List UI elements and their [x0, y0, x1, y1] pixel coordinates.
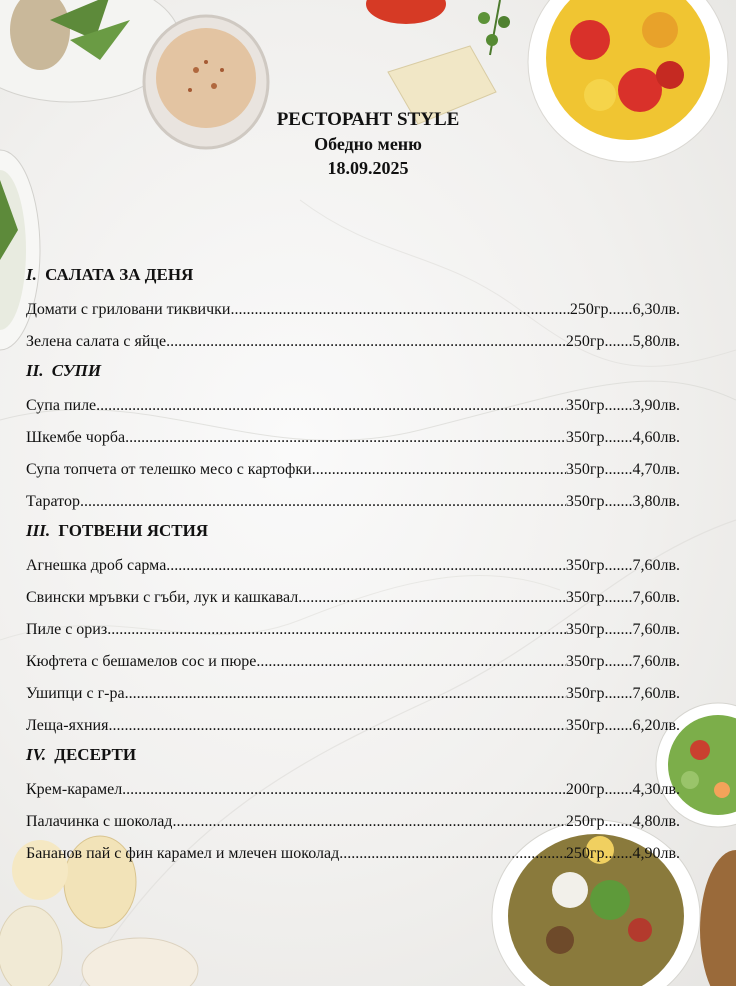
menu-item — [26, 390, 680, 422]
item-price: 7,60лв. — [632, 685, 680, 702]
item-quantity: 250гр — [565, 845, 605, 862]
item-price: 4,70лв. — [632, 461, 680, 478]
menu-section — [26, 262, 680, 358]
item-name: Леща-яхния — [26, 717, 109, 734]
item-quantity: 250гр — [569, 301, 609, 318]
dot-separator: ....... — [604, 653, 633, 670]
section-title — [26, 518, 680, 544]
restaurant-name: РЕСТОРАНТ STYLE — [276, 109, 460, 130]
dot-separator: ....... — [604, 685, 633, 702]
menu-item — [26, 486, 680, 518]
dot-separator: ....... — [604, 397, 633, 414]
section-name: САЛАТА ЗА ДЕНЯ — [45, 265, 194, 284]
menu-section — [26, 518, 680, 742]
item-price: 7,60лв. — [632, 557, 680, 574]
dot-leader — [312, 454, 566, 486]
dot-leader — [172, 806, 565, 838]
item-price: 3,80лв. — [632, 493, 680, 510]
item-price: 4,60лв. — [632, 429, 680, 446]
menu-item — [26, 774, 680, 806]
item-price: 6,30лв. — [632, 301, 680, 318]
item-price: 7,60лв. — [632, 589, 680, 606]
menu-item — [26, 582, 680, 614]
dot-separator: ....... — [604, 557, 633, 574]
item-name: Пиле с ориз — [26, 621, 108, 638]
dot-separator: ....... — [604, 781, 633, 798]
menu-header — [0, 108, 736, 180]
item-quantity: 350гр — [565, 589, 605, 606]
dot-leader — [122, 774, 566, 806]
item-name: Палачинка с шоколад — [26, 813, 173, 830]
section-number: II. — [26, 361, 44, 380]
item-quantity: 350гр — [565, 685, 605, 702]
item-quantity: 350гр — [565, 557, 605, 574]
dot-separator: ....... — [604, 621, 633, 638]
dot-leader — [339, 838, 566, 870]
menu-item — [26, 326, 680, 358]
menu-item — [26, 422, 680, 454]
item-name: Супа топчета от телешко месо с картофки — [26, 461, 312, 478]
dot-leader — [166, 550, 566, 582]
menu-item — [26, 454, 680, 486]
section-name: ДЕСЕРТИ — [54, 745, 137, 764]
menu-item — [26, 646, 680, 678]
item-name: Ушипци с г-ра — [26, 685, 125, 702]
menu-item — [26, 294, 680, 326]
dot-separator: ....... — [604, 813, 633, 830]
dot-leader — [108, 710, 565, 742]
item-price: 6,20лв. — [632, 717, 680, 734]
section-name: СУПИ — [51, 361, 102, 380]
dot-leader — [230, 294, 569, 326]
item-name: Свински мръвки с гъби, лук и кашкавал — [26, 589, 299, 606]
dot-separator: ....... — [604, 845, 633, 862]
item-name: Бананов пай с фин карамел и млечен шоколад — [26, 845, 340, 862]
item-quantity: 350гр — [565, 653, 605, 670]
menu-item — [26, 710, 680, 742]
dot-separator: ....... — [604, 429, 633, 446]
item-price: 3,90лв. — [632, 397, 680, 414]
dot-separator: ....... — [604, 493, 633, 510]
dot-leader — [107, 614, 566, 646]
item-price: 4,80лв. — [632, 813, 680, 830]
item-name: Шкембе чорба — [26, 429, 126, 446]
item-price: 7,60лв. — [632, 621, 680, 638]
section-number: IV. — [26, 745, 47, 764]
item-name: Агнешка дроб сарма — [26, 557, 167, 574]
item-name: Крем-карамел — [26, 781, 123, 798]
dot-separator: ...... — [608, 301, 633, 318]
item-name: Супа пиле — [26, 397, 97, 414]
tomato — [366, 0, 446, 24]
menu-section — [26, 742, 680, 870]
menu-item — [26, 550, 680, 582]
dot-leader — [96, 390, 566, 422]
section-title — [26, 742, 680, 768]
menu-body — [26, 262, 680, 870]
section-title — [26, 358, 680, 384]
dot-separator: ....... — [604, 461, 633, 478]
dot-leader — [166, 326, 566, 358]
dot-separator: ....... — [604, 333, 633, 350]
section-number: III. — [26, 521, 51, 540]
dot-leader — [298, 582, 566, 614]
item-quantity: 200гр — [565, 781, 605, 798]
menu-subtitle: Обедно меню — [314, 134, 422, 154]
menu-date: 18.09.2025 — [327, 158, 409, 178]
item-quantity: 350гр — [565, 461, 605, 478]
item-quantity: 350гр — [565, 429, 605, 446]
item-quantity: 350гр — [565, 493, 605, 510]
dot-leader — [80, 486, 566, 518]
item-quantity: 350гр — [565, 717, 605, 734]
dot-leader — [256, 646, 566, 678]
parsley-sprig — [478, 0, 510, 55]
dot-leader — [125, 422, 566, 454]
menu-item — [26, 806, 680, 838]
item-name: Таратор — [26, 493, 80, 510]
item-quantity: 250гр — [565, 813, 605, 830]
item-price: 5,80лв. — [632, 333, 680, 350]
section-title — [26, 262, 680, 288]
menu-item — [26, 614, 680, 646]
dot-separator: ....... — [604, 717, 633, 734]
menu-section — [26, 358, 680, 518]
menu-item — [26, 838, 680, 870]
menu-item — [26, 678, 680, 710]
wooden-bowl — [700, 850, 736, 986]
item-quantity: 350гр — [565, 397, 605, 414]
item-name: Зелена салата с яйце — [26, 333, 167, 350]
item-quantity: 250гр — [565, 333, 605, 350]
dot-separator: ....... — [604, 589, 633, 606]
item-name: Кюфтета с бешамелов сос и пюре — [26, 653, 257, 670]
item-quantity: 350гр — [565, 621, 605, 638]
dot-leader — [125, 678, 566, 710]
item-name: Домати с гриловани тиквички — [26, 301, 231, 318]
section-name: ГОТВЕНИ ЯСТИЯ — [58, 521, 209, 540]
item-price: 7,60лв. — [632, 653, 680, 670]
item-price: 4,90лв. — [632, 845, 680, 862]
item-price: 4,30лв. — [632, 781, 680, 798]
section-number: I. — [26, 265, 37, 284]
